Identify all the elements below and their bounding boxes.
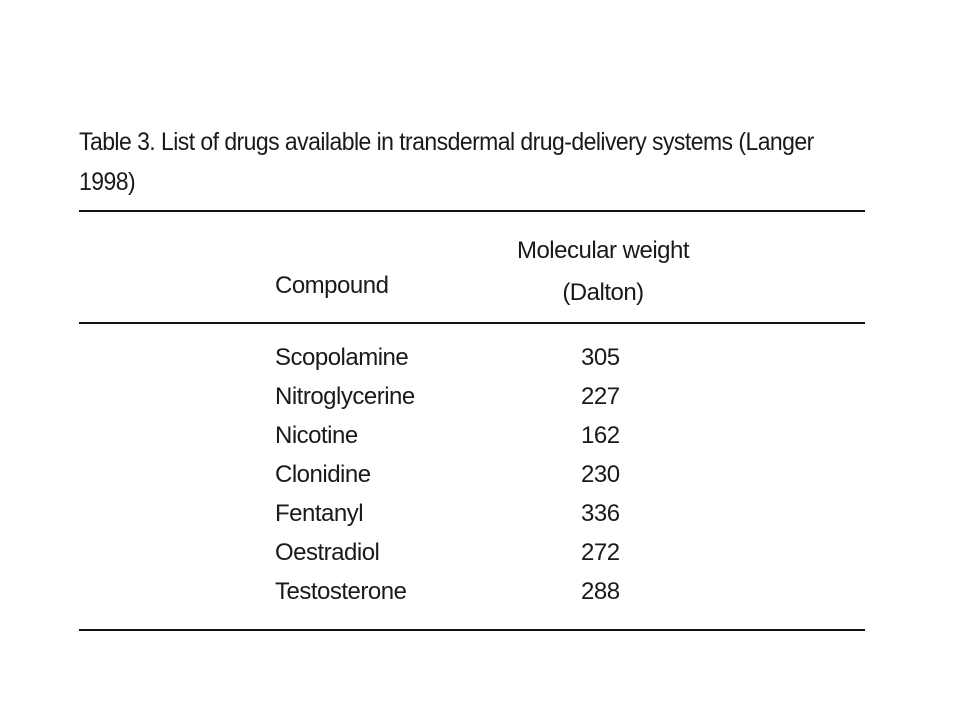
compound-cell: Clonidine — [275, 461, 371, 488]
table-row — [79, 422, 865, 461]
table-caption: Table 3. List of drugs available in transdermal drug-delivery systems (Langer 1998) — [79, 128, 814, 196]
molecular-weight-cell: 336 — [581, 500, 620, 527]
header-molecular-weight-line2: (Dalton) — [562, 279, 644, 306]
table-body — [79, 324, 865, 629]
table-row — [79, 539, 865, 578]
compound-cell: Fentanyl — [275, 500, 364, 527]
compound-cell: Nitroglycerine — [275, 383, 415, 410]
compound-cell: Testosterone — [275, 578, 407, 605]
header-molecular-weight-line1: Molecular weight — [516, 237, 690, 264]
molecular-weight-cell: 162 — [581, 422, 620, 449]
header-compound: Compound — [275, 272, 389, 299]
table-header — [79, 212, 865, 322]
table-row — [79, 344, 865, 383]
molecular-weight-cell: 227 — [581, 383, 620, 410]
table-row — [79, 578, 865, 617]
molecular-weight-cell: 272 — [581, 539, 620, 566]
table-bottom-rule — [79, 629, 865, 631]
header-molecular-weight — [515, 230, 691, 314]
table-row — [79, 383, 865, 422]
molecular-weight-cell: 305 — [581, 344, 620, 371]
molecular-weight-cell: 230 — [581, 461, 620, 488]
table-row — [79, 500, 865, 539]
compound-cell: Oestradiol — [275, 539, 380, 566]
compound-cell: Nicotine — [275, 422, 358, 449]
table-row — [79, 461, 865, 500]
molecular-weight-cell: 288 — [581, 578, 620, 605]
compound-cell: Scopolamine — [275, 344, 409, 371]
drug-table — [79, 122, 865, 631]
